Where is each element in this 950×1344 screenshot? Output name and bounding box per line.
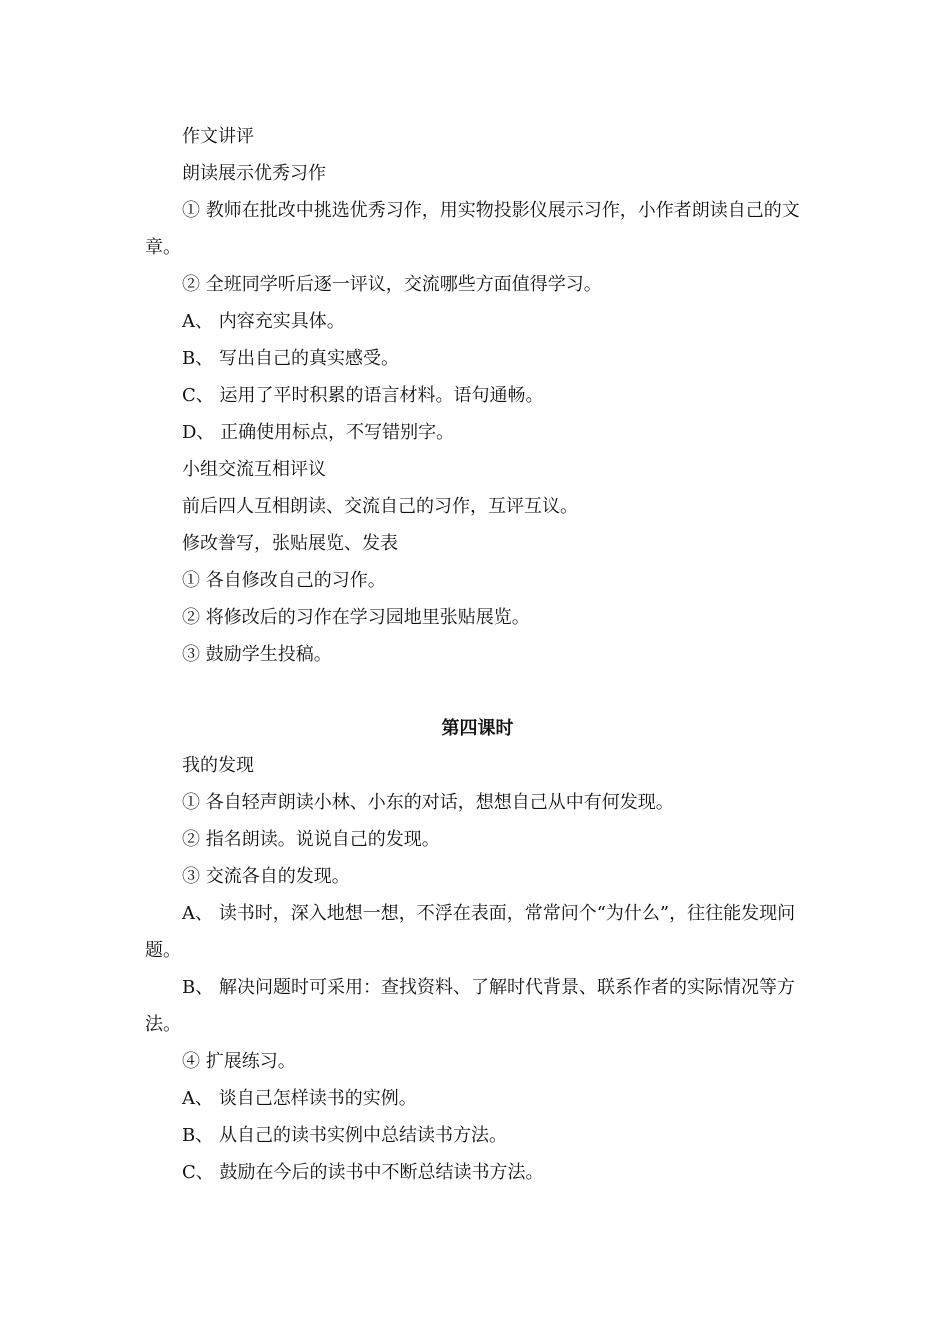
practice-item-b: B、 从自己的读书实例中总结读书方法。 <box>182 1125 507 1146</box>
subsection-group-review: 小组交流互相评议 <box>182 459 326 480</box>
subsection-revise-publish: 修改誊写，张贴展览、发表 <box>182 533 398 554</box>
paragraph-step-2: ② 全班同学听后逐一评议，交流哪些方面值得学习。 <box>182 274 602 295</box>
practice-item-a: A、 谈自己怎样读书的实例。 <box>182 1088 417 1109</box>
subsection-read-excellent-works: 朗读展示优秀习作 <box>182 163 326 184</box>
practice-item-c: C、 鼓励在今后的读书中不断总结读书方法。 <box>182 1162 544 1183</box>
section-title-my-discovery: 我的发现 <box>182 755 254 776</box>
paragraph-revise-3: ③ 鼓励学生投稿。 <box>182 644 332 665</box>
paragraph-revise-1: ① 各自修改自己的习作。 <box>182 570 386 591</box>
paragraph-revise-2: ② 将修改后的习作在学习园地里张贴展览。 <box>182 607 530 628</box>
discovery-item-a: A、 读书时，深入地想一想，不浮在表面，常常问个“为什么”，往往能发现问题。 <box>145 903 796 961</box>
list-item-d: D、 正确使用标点，不写错别字。 <box>182 422 455 443</box>
section-spacer <box>145 673 810 710</box>
list-item-b: B、 写出自己的真实感受。 <box>182 348 399 369</box>
lesson-heading: 第四课时 <box>441 718 514 739</box>
discovery-item-b: B、 解决问题时可采用：查找资料、了解时代背景、联系作者的实际情况等方法。 <box>145 977 795 1035</box>
paragraph-discovery-4: ④ 扩展练习。 <box>182 1051 296 1072</box>
paragraph-step-1: ① 教师在批改中挑选优秀习作，用实物投影仪展示习作，小作者朗读自己的文章。 <box>145 200 800 258</box>
section-title-composition-review: 作文讲评 <box>182 126 254 147</box>
list-item-a: A、 内容充实具体。 <box>182 311 345 332</box>
document-page <box>145 118 810 1191</box>
paragraph-group-review: 前后四人互相朗读、交流自己的习作，互评互议。 <box>182 496 578 517</box>
paragraph-discovery-2: ② 指名朗读。说说自己的发现。 <box>182 829 440 850</box>
paragraph-discovery-1: ① 各自轻声朗读小林、小东的对话，想想自己从中有何发现。 <box>182 792 674 813</box>
paragraph-discovery-3: ③ 交流各自的发现。 <box>182 866 350 887</box>
list-item-c: C、 运用了平时积累的语言材料。语句通畅。 <box>182 385 544 406</box>
